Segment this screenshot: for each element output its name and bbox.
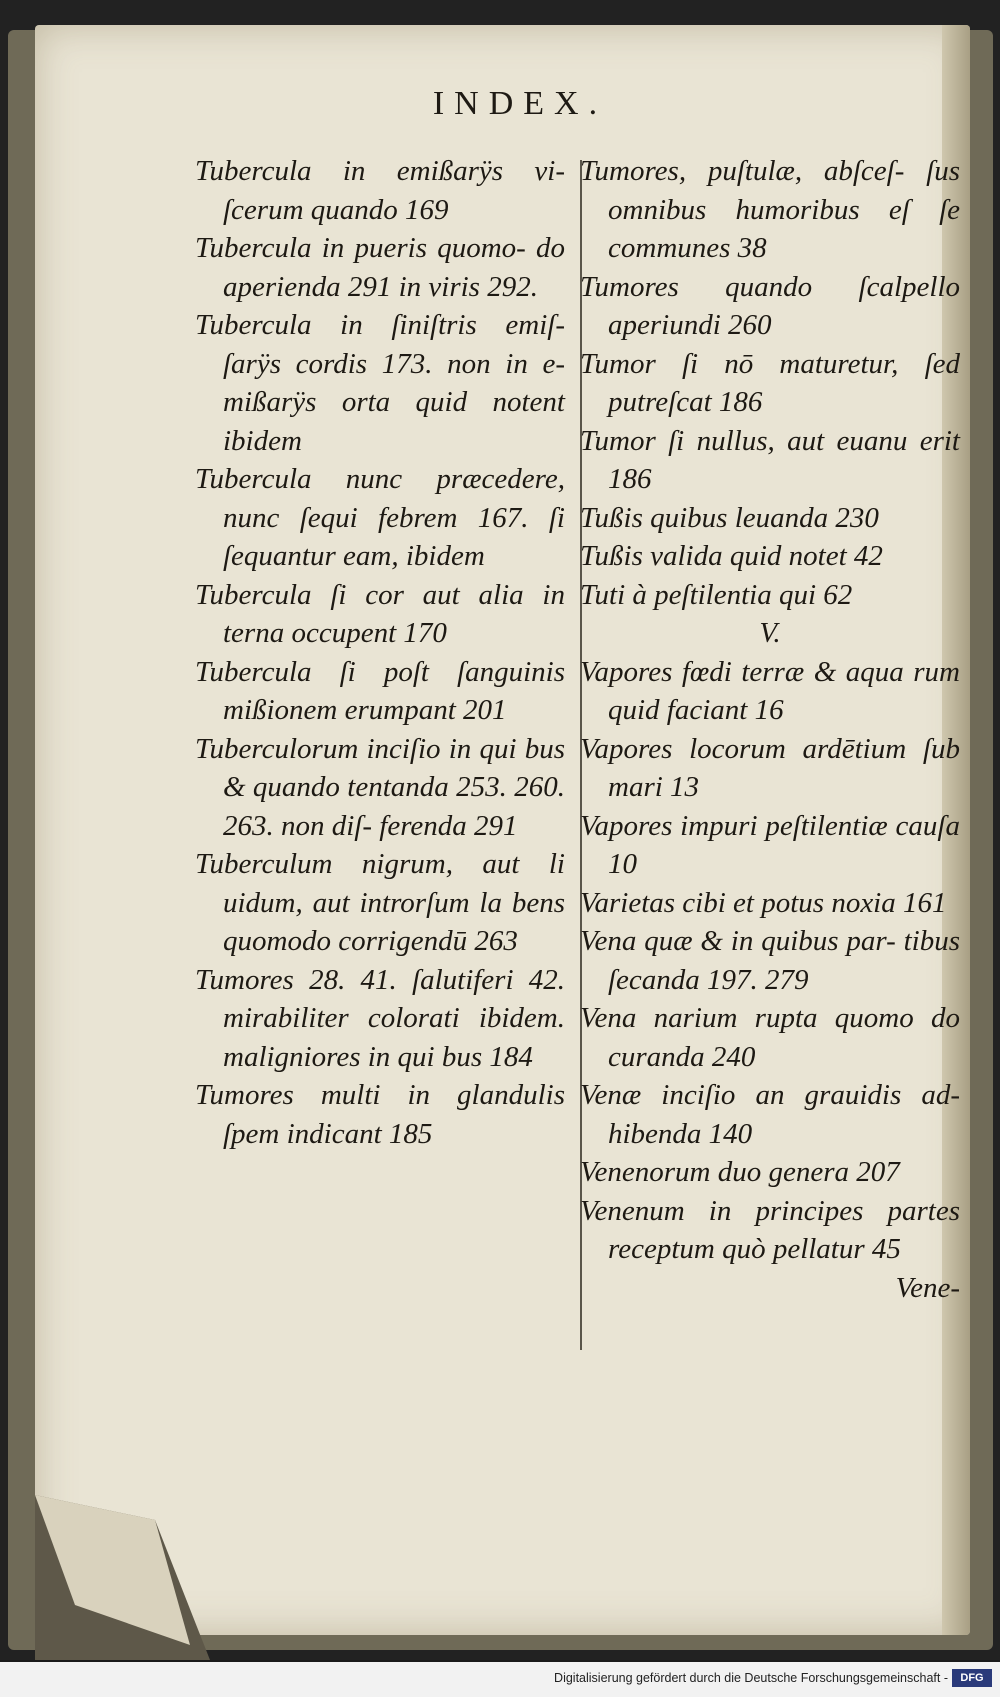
index-entry: Tumores 28. 41. ſalutiferi 42. mirabiliter colorati ibidem. maligniores in qui bus 184 xyxy=(195,963,565,1073)
index-entry: Tuti à peſtilentia qui 62 xyxy=(580,578,853,611)
index-entry: Vapores impuri peſtilentiæ cauſa 10 xyxy=(580,809,960,880)
index-entry: Tuberculum nigrum, aut li uidum, aut introrſum la bens quomodo corrigendū 263 xyxy=(195,848,565,957)
dfg-logo: DFG xyxy=(952,1669,992,1687)
index-entry: Tußis quibus leuanda 230 xyxy=(580,501,879,534)
index-entry: Varietas cibi et potus noxia 161 xyxy=(580,886,947,919)
index-entry: Tubercula in emißarÿs vi- ſcerum quando 169 xyxy=(195,155,565,226)
index-entry: Tubercula ſi poſt ſanguinis mißionem erumpant 201 xyxy=(195,655,565,726)
index-entry: Tumores multi in glandulis ſpem indicant 185 xyxy=(195,1079,565,1150)
index-entry: Vapores fœdi terræ & aqua rum quid faciant 16 xyxy=(580,655,960,726)
index-entry: Vena quæ & in quibus par- tibus ſecanda 197. 279 xyxy=(580,925,960,996)
index-entry: Tumores, puſtulæ, abſceſ- ſus omnibus humoribus eſ ſe communes 38 xyxy=(580,155,960,264)
index-column-right xyxy=(580,152,960,1307)
index-entry: Tubercula ſi cor aut alia in terna occupent 170 xyxy=(195,578,565,649)
index-entry: Tumor ſi nō maturetur, ſed putreſcat 186 xyxy=(580,347,960,418)
index-column-left xyxy=(195,152,565,1153)
page-heading: INDEX. xyxy=(432,85,608,122)
index-entry: Tußis valida quid notet 42 xyxy=(580,540,883,572)
index-entry: Tubercula in ſiniſtris emiſ- ſarÿs cordis 173. non in e- mißarÿs orta quid notent ibidem xyxy=(195,309,565,457)
index-entry: Vapores locorum ardētium ſub mari 13 xyxy=(580,732,960,803)
index-entry: Venenum in principes partes receptum quò pellatur 45 xyxy=(580,1194,960,1265)
digitization-credit: Digitalisierung gefördert durch die Deutsche Forschungsgemeinschaft - xyxy=(554,1671,948,1685)
folded-corner xyxy=(35,1495,210,1660)
index-entry: Vena narium rupta quomo do curanda 240 xyxy=(580,1002,960,1073)
index-entry: Tubercula nunc præcedere, nunc ſequi febrem 167. ſi ſequantur eam, ibidem xyxy=(195,463,565,572)
index-entry: Tumor ſi nullus, aut euanu erit 186 xyxy=(580,424,960,495)
index-entry: Tuberculorum inciſio in qui bus & quando tentanda 253. 260. 263. non diſ- ferenda 291 xyxy=(195,732,565,842)
catchword: Vene- xyxy=(895,1271,960,1304)
footer-bar xyxy=(0,1662,1000,1697)
index-entry: Venenorum duo genera 207 xyxy=(580,1156,900,1188)
index-entry: Tubercula in pueris quomo- do aperienda 291 in viris 292. xyxy=(195,232,565,303)
index-entry: Venæ inciſio an grauidis ad- hibenda 140 xyxy=(580,1079,960,1150)
section-letter: V. xyxy=(759,617,781,649)
index-entry: Tumores quando ſcalpello aperiundi 260 xyxy=(580,270,960,341)
